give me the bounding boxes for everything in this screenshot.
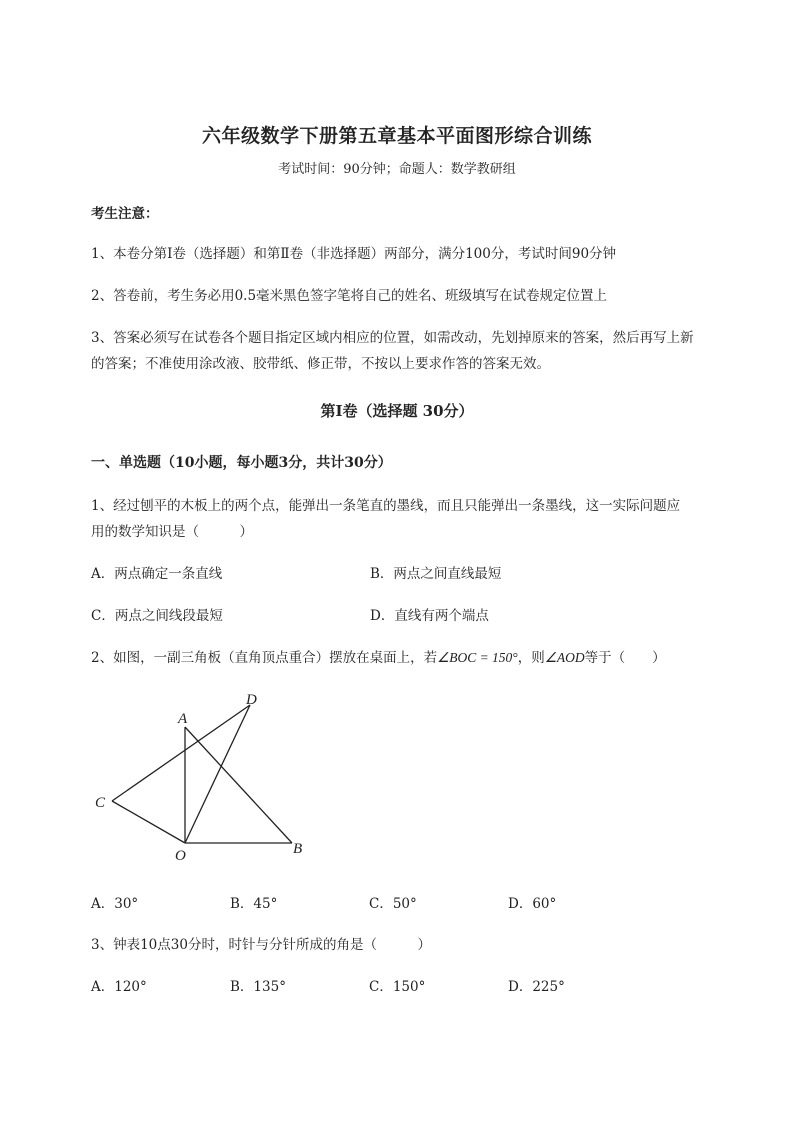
angle-aod-expression: ∠AOD — [544, 650, 585, 665]
question-2-option-c[interactable]: C．50° — [369, 896, 417, 912]
segment-a-b — [185, 727, 292, 843]
label-a: A — [178, 711, 188, 727]
question-2-stem-prefix: 2、如图，一副三角板（直角顶点重合）摆放在桌面上，若 — [91, 650, 438, 666]
segment-c-o — [112, 801, 185, 843]
label-c: C — [95, 795, 106, 811]
notice-item-2: 2、答卷前，考生务必用0.5毫米黑色签字笔将自己的姓名、班级填写在试卷规定位置上 — [91, 288, 608, 304]
question-1-stem-cont: 用的数学知识是（ ） — [91, 524, 253, 540]
question-2-option-a[interactable]: A．30° — [91, 896, 139, 912]
question-3-option-a[interactable]: A．120° — [91, 979, 147, 995]
question-2-stem-middle: ，则 — [517, 650, 545, 666]
part-title: 一、单选题（10小题，每小题3分，共计30分） — [91, 455, 392, 471]
question-2-option-d[interactable]: D．60° — [508, 896, 557, 912]
question-3-stem: 3、钟表10点30分时，时针与分针所成的角是（ ） — [91, 937, 431, 953]
notice-item-3: 3、答案必须写在试卷各个题目指定区域内相应的位置，如需改动，先划掉原来的答案，然后再写上新 — [91, 330, 694, 346]
question-1-option-a[interactable]: A．两点确定一条直线 — [91, 566, 223, 582]
question-2-stem — [91, 646, 666, 666]
question-1-stem: 1、经过刨平的木板上的两个点，能弹出一条笔直的墨线，而且只能弹出一条墨线，这一实际问题应 — [91, 498, 681, 514]
label-d: D — [246, 692, 257, 708]
exam-info: 考试时间：90分钟；命题人：数学教研组 — [278, 162, 516, 177]
question-3-option-c[interactable]: C．150° — [369, 979, 426, 995]
label-b: B — [293, 841, 303, 857]
notice-item-3-cont: 的答案；不准使用涂改液、胶带纸、修正带，不按以上要求作答的答案无效。 — [91, 356, 550, 372]
page-title: 六年级数学下册第五章基本平面图形综合训练 — [201, 125, 592, 147]
notice-item-1: 1、本卷分第I卷（选择题）和第Ⅱ卷（非选择题）两部分，满分100分，考试时间90分钟 — [91, 246, 617, 262]
question-3-option-d[interactable]: D．225° — [508, 979, 565, 995]
angle-boc-expression: ∠BOC = 150° — [437, 650, 518, 665]
question-1-option-d[interactable]: D．直线有两个端点 — [370, 608, 489, 624]
notice-heading: 考生注意： — [91, 206, 159, 222]
section-title: 第I卷（选择题 30分） — [320, 402, 474, 420]
question-3-option-b[interactable]: B．135° — [230, 979, 286, 995]
segment-o-d — [185, 705, 250, 843]
question-2-option-b[interactable]: B．45° — [230, 896, 278, 912]
question-2-stem-suffix: 等于（ ） — [584, 650, 666, 666]
triangle-set-figure — [90, 685, 320, 865]
question-1-option-b[interactable]: B．两点之间直线最短 — [370, 566, 502, 582]
question-1-option-c[interactable]: C．两点之间线段最短 — [91, 608, 223, 624]
label-o: O — [175, 848, 186, 864]
